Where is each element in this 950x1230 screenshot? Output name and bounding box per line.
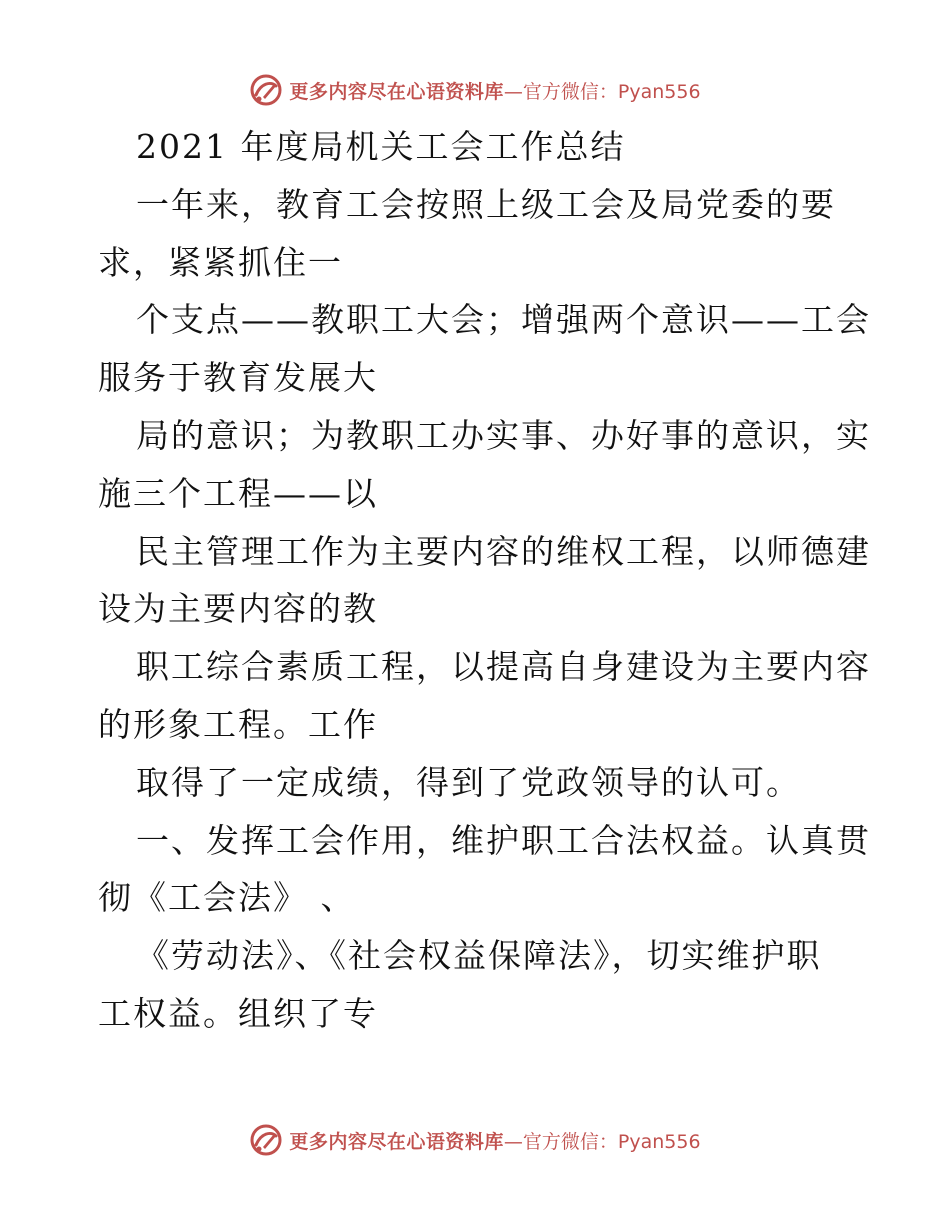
- paragraph-line: 求，紧紧抓住一: [98, 242, 343, 282]
- paragraph-line: 设为主要内容的教: [98, 589, 378, 629]
- paragraph-line: 民主管理工作为主要内容的维权工程，以师德建: [136, 531, 871, 571]
- paragraph-line: 彻《工会法》 、: [98, 878, 356, 918]
- header-wechat-text: —官方微信：Pyan556: [503, 80, 701, 103]
- paragraph-line: 一年来，教育工会按照上级工会及局党委的要: [136, 184, 836, 224]
- paragraph-line: 个支点——教职工大会；增强两个意识——工会: [136, 300, 871, 340]
- paragraph-line: 局的意识；为教职工办实事、办好事的意识，实: [136, 415, 871, 455]
- paragraph-line: 《劳动法》、《社会权益保障法》，切实维护职: [136, 936, 822, 976]
- document-title: 2021 年度局机关工会工作总结: [136, 127, 626, 166]
- document-body: [98, 118, 871, 1043]
- footer-wechat-text: —官方微信：Pyan556: [503, 1130, 701, 1153]
- paragraph-line: 施三个工程——以: [98, 473, 378, 513]
- footer-banner: [0, 1120, 950, 1160]
- header-banner: [0, 70, 950, 110]
- header-brand-text: 更多内容尽在心语资料库: [289, 80, 504, 103]
- paragraph-line: 的形象工程。工作: [98, 704, 378, 744]
- paragraph-line: 工权益。组织了专: [98, 993, 378, 1033]
- paragraph-line: 职工综合素质工程，以提高自身建设为主要内容: [136, 647, 871, 687]
- paragraph-line: 取得了一定成绩，得到了党政领导的认可。: [136, 762, 801, 802]
- footer-brand-text: 更多内容尽在心语资料库: [289, 1130, 504, 1153]
- red-swirl-pen-logo-icon: [249, 73, 283, 107]
- paragraph-line: 一、发挥工会作用，维护职工合法权益。认真贯: [136, 820, 871, 860]
- red-swirl-pen-logo-icon: [249, 1123, 283, 1157]
- paragraph-line: 服务于教育发展大: [98, 358, 378, 398]
